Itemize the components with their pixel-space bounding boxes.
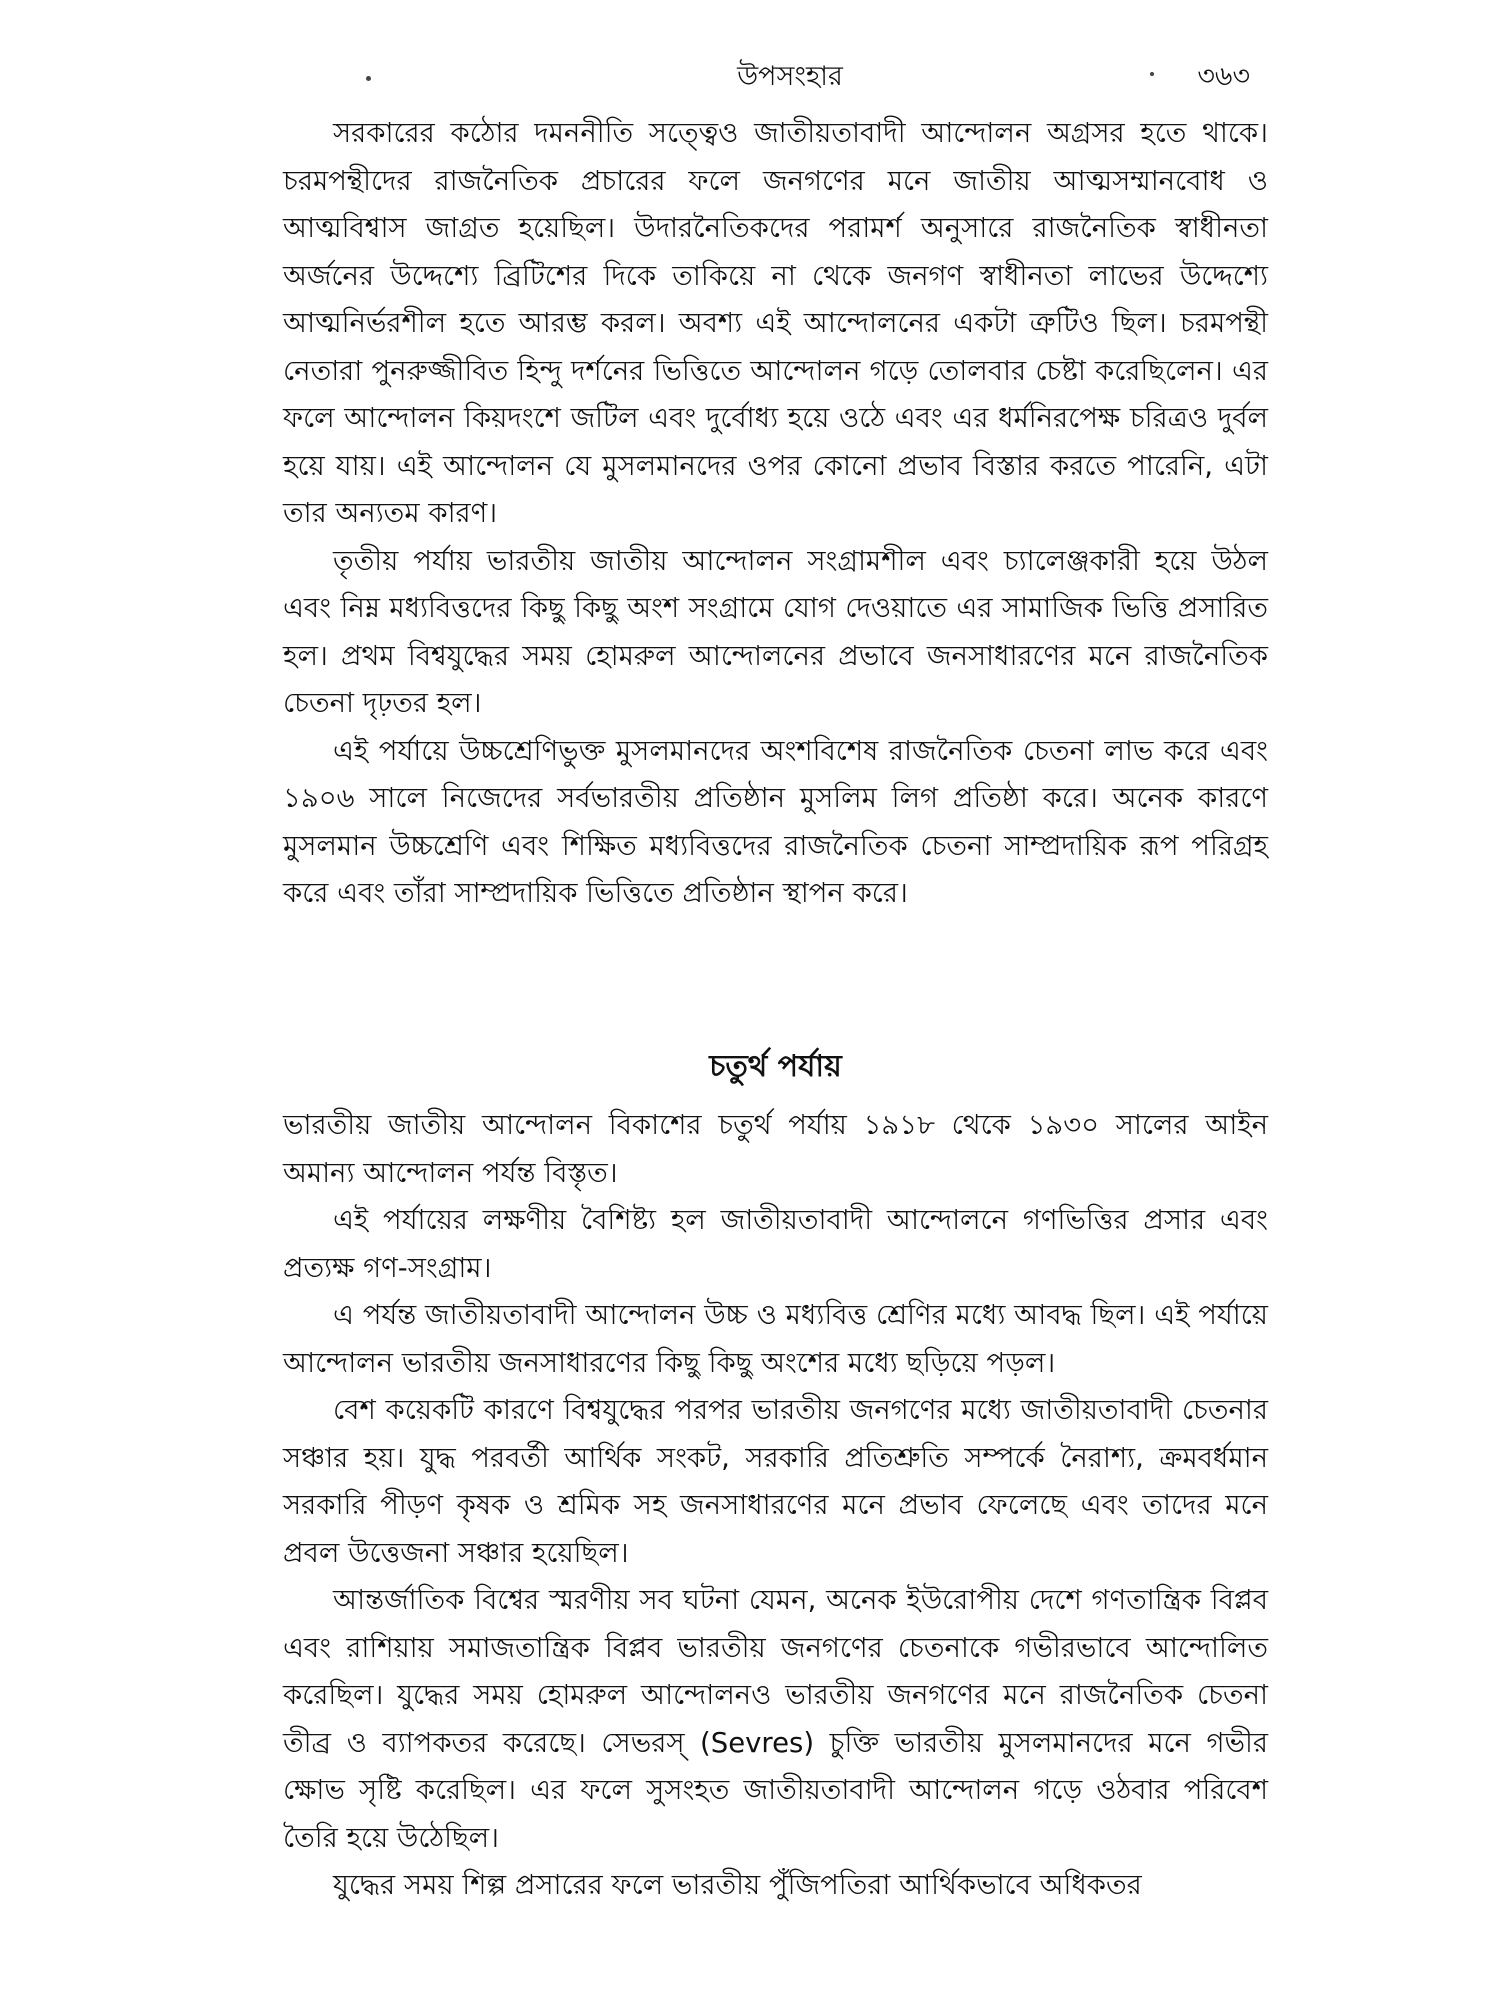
print-speck xyxy=(366,76,371,81)
page-number: ৩৬৩ xyxy=(1197,61,1250,92)
paragraph: ভারতীয় জাতীয় আন্দোলন বিকাশের চতুর্থ পর্যায় ১৯১৮ থেকে ১৯৩০ সালের আইন অমান্য আন্দোলন পর্যন্ত বিস্তৃত। xyxy=(283,1109,1268,1189)
running-title: উপসংহার xyxy=(737,61,843,92)
paragraph: আন্তর্জাতিক বিশ্বের স্মরণীয় সব ঘটনা যেমন, অনেক ইউরোপীয় দেশে গণতান্ত্রিক বিপ্লব এবং রাশিয়ায় সমাজতান্ত্রিক বিপ্লব ভারতীয় জনগণের চেতনাকে গভীরভাবে আন্দোলিত করেছিল। যুদ্ধের সময় হোমরুল আন্দোলনও ভারতীয় জনগণের মনে রাজনৈতিক চেতনা তীব্র ও ব্যাপকতর করেছে। সেভরস্ (Sevres) চুক্তি ভারতীয় মুসলমানদের মনে গভীর ক্ষোভ সৃষ্টি করেছিল। এর ফলে সুসংহত জাতীয়তাবাদী আন্দোলন গড়ে ওঠবার পরিবেশ তৈরি হয়ে উঠেছিল। xyxy=(283,1584,1268,1854)
paragraph: এই পর্যায়ের লক্ষণীয় বৈশিষ্ট্য হল জাতীয়তাবাদী আন্দোলনে গণভিত্তির প্রসার এবং প্রত্যক্ষ গণ-সংগ্রাম। xyxy=(283,1204,1268,1284)
page-header xyxy=(270,48,1250,98)
text-block-lower xyxy=(283,1102,1268,1910)
paragraph: বেশ কয়েকটি কারণে বিশ্বযুদ্ধের পরপর ভারতীয় জনগণের মধ্যে জাতীয়তাবাদী চেতনার সঞ্চার হয়। যুদ্ধ পরবর্তী আর্থিক সংকট, সরকারি প্রতিশ্রুতি সম্পর্কে নৈরাশ্য, ক্রমবর্ধমান সরকারি পীড়ণ কৃষক ও শ্রমিক সহ জনসাধারণের মনে প্রভাব ফেলেছে এবং তাদের মনে প্রবল উত্তেজনা সঞ্চার হয়েছিল। xyxy=(283,1394,1268,1569)
paragraph: এ পর্যন্ত জাতীয়তাবাদী আন্দোলন উচ্চ ও মধ্যবিত্ত শ্রেণির মধ্যে আবদ্ধ ছিল। এই পর্যায়ে আন্দোলন ভারতীয় জনসাধারণের কিছু কিছু অংশের মধ্যে ছড়িয়ে পড়ল। xyxy=(283,1299,1268,1379)
paragraph: সরকারের কঠোর দমননীতি সত্ত্বেও জাতীয়তাবাদী আন্দোলন অগ্রসর হতে থাকে। চরমপন্থীদের রাজনৈতিক প্রচারের ফলে জনগণের মনে জাতীয় আত্মসম্মানবোধ ও আত্মবিশ্বাস জাগ্রত হয়েছিল। উদারনৈতিকদের পরামর্শ অনুসারে রাজনৈতিক স্বাধীনতা অর্জনের উদ্দেশ্যে ব্রিটিশের দিকে তাকিয়ে না থেকে জনগণ স্বাধীনতা লাভের উদ্দেশ্যে আত্মনির্ভরশীল হতে আরম্ভ করল। অবশ্য এই আন্দোলনের একটা ত্রুটিও ছিল। চরমপন্থী নেতারা পুনরুজ্জীবিত হিন্দু দর্শনের ভিত্তিতে আন্দোলন গড়ে তোলবার চেষ্টা করেছিলেন। এর ফলে আন্দোলন কিয়দংশে জটিল এবং দুর্বোধ্য হয়ে ওঠে এবং এর ধর্মনিরপেক্ষ চরিত্রও দুর্বল হয়ে যায়। এই আন্দোলন যে মুসলমানদের ওপর কোনো প্রভাব বিস্তার করতে পারেনি, এটা তার অন্যতম কারণ। xyxy=(283,117,1268,529)
print-speck xyxy=(1150,72,1154,76)
paragraph: যুদ্ধের সময় শিল্প প্রসারের ফলে ভারতীয় পুঁজিপতিরা আর্থিকভাবে অধিকতর xyxy=(333,1869,1142,1901)
section-heading: চতুর্থ পর্যায় xyxy=(709,1049,842,1084)
text-block-upper xyxy=(283,110,1268,918)
paragraph: এই পর্যায়ে উচ্চশ্রেণিভুক্ত মুসলমানদের অংশবিশেষ রাজনৈতিক চেতনা লাভ করে এবং ১৯০৬ সালে নিজেদের সর্বভারতীয় প্রতিষ্ঠান মুসলিম লিগ প্রতিষ্ঠা করে। অনেক কারণে মুসলমান উচ্চশ্রেণি এবং শিক্ষিত মধ্যবিত্তদের রাজনৈতিক চেতনা সাম্প্রদায়িক রূপ পরিগ্রহ করে এবং তাঁরা সাম্প্রদায়িক ভিত্তিতে প্রতিষ্ঠান স্থাপন করে। xyxy=(283,734,1268,909)
paragraph: তৃতীয় পর্যায় ভারতীয় জাতীয় আন্দোলন সংগ্রামশীল এবং চ্যালেঞ্জকারী হয়ে উঠল এবং নিম্ন মধ্যবিত্তদের কিছু কিছু অংশ সংগ্রামে যোগ দেওয়াতে এর সামাজিক ভিত্তি প্রসারিত হল। প্রথম বিশ্বযুদ্ধের সময় হোমরুল আন্দোলনের প্রভাবে জনসাধারণের মনে রাজনৈতিক চেতনা দৃঢ়তর হল। xyxy=(283,544,1268,719)
